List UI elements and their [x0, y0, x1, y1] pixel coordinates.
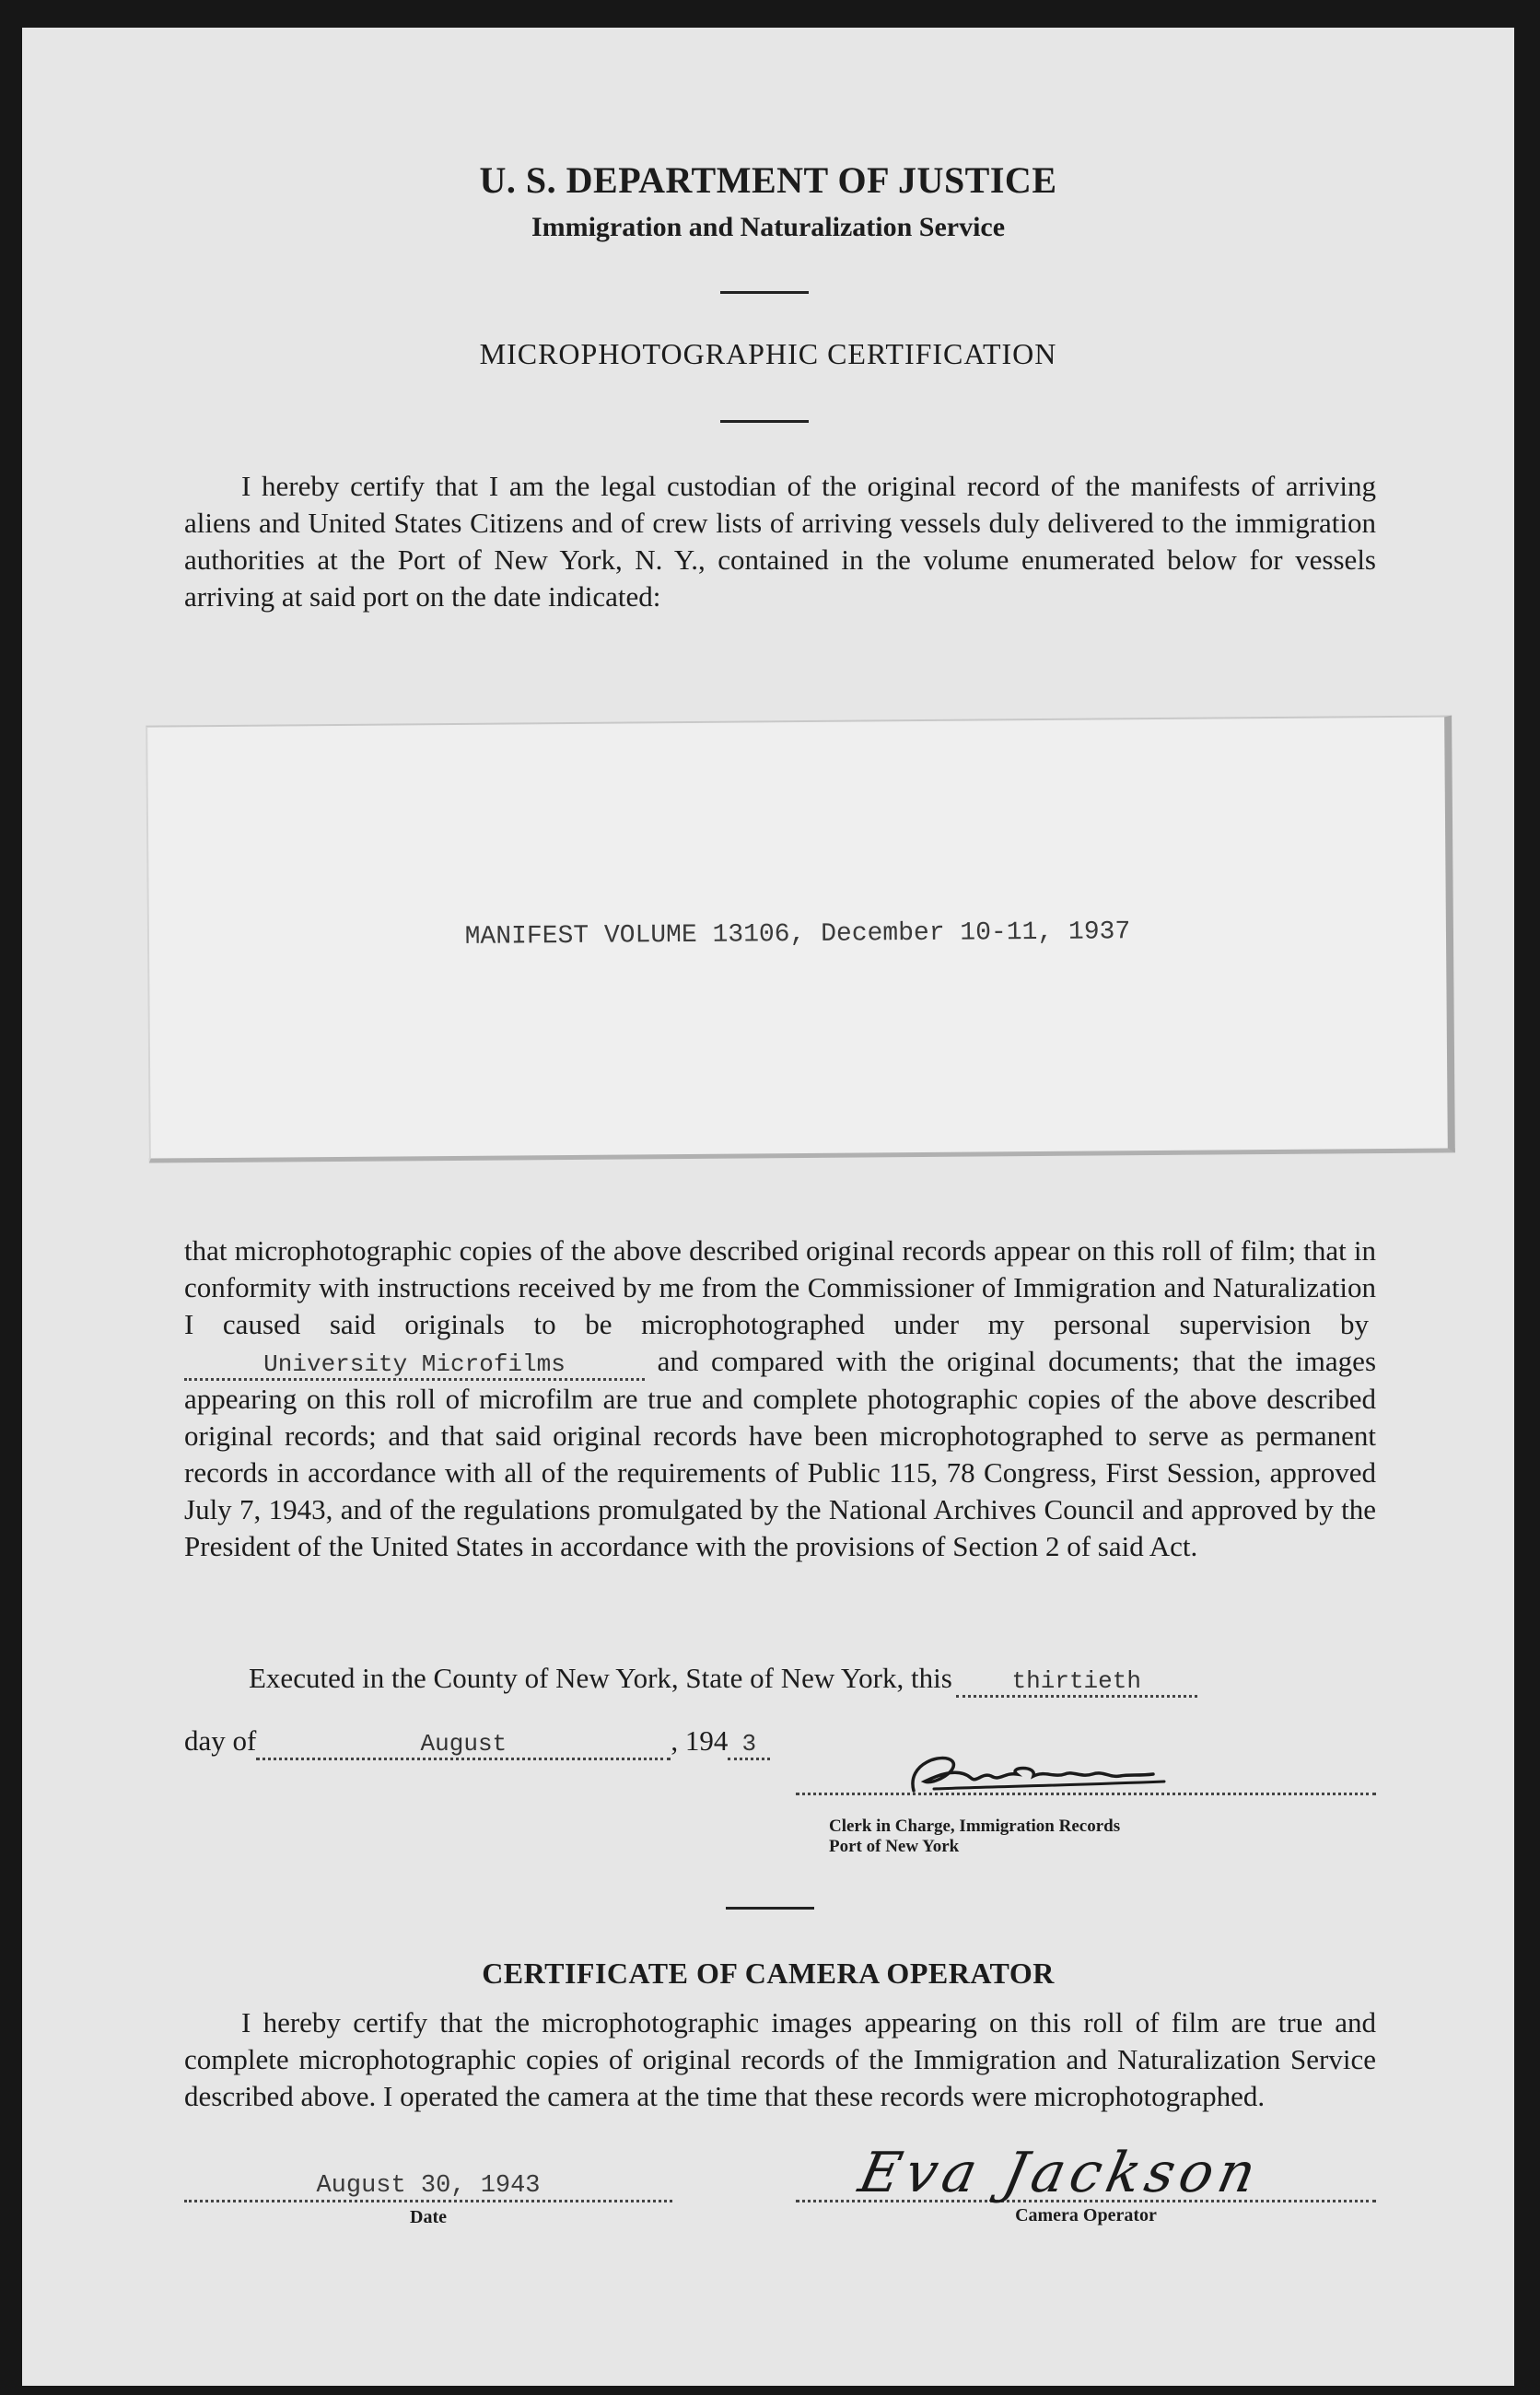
- date-value: August 30, 1943: [316, 2172, 541, 2200]
- intro-paragraph: [184, 468, 1376, 615]
- clerk-title-line1: Clerk in Charge, Immigration Records: [829, 1817, 1121, 1836]
- clerk-title: [829, 1817, 1289, 1857]
- clerk-signature-line: [796, 1793, 1376, 1795]
- date-field: [184, 2167, 672, 2202]
- divider-rule: [720, 291, 809, 294]
- intro-text: I hereby certify that I am the legal custodian of the original record of the manifests of arriving aliens and United States Citizens and of crew lists of arriving vessels duly delivered to the immigration authorities at the Port of New York, N. Y., contained in the volume enumerated below for vessels arriving at said port on the date indicated:: [184, 470, 1376, 613]
- service-subheading: Immigration and Naturalization Service: [531, 212, 1006, 242]
- certificate-page: [22, 28, 1514, 2386]
- date-label: Date: [410, 2207, 447, 2227]
- certification-text-part2: and compared with the original documents; that the images appearing on this roll of microfilm are true and complete photographic copies of the above described original records; and that said original records have been microphotographed to serve as permanent records in accordance with all of the requirements of Public 115, 78 Congress, First Session, approved July 7, 1943, and of the regulations promulgated by the National Archives Council and approved by the President of the United States in accordance with the provisions of Section 2 of said Act.: [184, 1345, 1377, 1562]
- operator-signature: Eva Jackson: [853, 2141, 1267, 2205]
- month-fill: August: [256, 1730, 671, 1760]
- divider-rule: [726, 1907, 814, 1910]
- day-of-label: day of: [184, 1724, 257, 1757]
- clerk-title-line2: Port of New York: [829, 1837, 960, 1856]
- year-fill: 3: [728, 1730, 770, 1760]
- camera-certificate-paragraph: [184, 2004, 1376, 2115]
- certification-paragraph: [184, 1233, 1376, 1565]
- execution-prefix: Executed in the County of New York, State of New York, this: [249, 1662, 952, 1694]
- day-fill: thirtieth: [956, 1667, 1197, 1698]
- document-title: MICROPHOTOGRAPHIC CERTIFICATION: [479, 337, 1057, 370]
- operator-signature-field: [796, 2141, 1376, 2205]
- record-slip: [146, 715, 1455, 1162]
- date-line: [184, 1723, 884, 1760]
- department-heading: U. S. DEPARTMENT OF JUSTICE: [479, 159, 1057, 201]
- camera-certificate-text: I hereby certify that the microphotographic images appearing on this roll of film are true and complete microphotographic copies of original records of the Immigration and Naturalization Service described above. I operated the camera at the time that these records were microphotographed.: [184, 2006, 1376, 2112]
- photographer-fill: University Microfilms: [184, 1350, 645, 1381]
- clerk-signature: [796, 1745, 1376, 1793]
- year-prefix: , 194: [671, 1724, 729, 1757]
- operator-label: Camera Operator: [1015, 2205, 1157, 2226]
- camera-certificate-title: CERTIFICATE OF CAMERA OPERATOR: [482, 1957, 1055, 1990]
- execution-line: [249, 1660, 1376, 1698]
- divider-rule: [720, 420, 809, 423]
- manifest-volume-text: MANIFEST VOLUME 13106, December 10-11, 1937: [464, 917, 1131, 952]
- certification-text-part1: that microphotographic copies of the above described original records appear on this roll of film; that in conformity with instructions received by me from the Commissioner of Immigration and Naturalization I caused said originals to be microphotographed under my personal supervision by: [184, 1234, 1376, 1340]
- clerk-signature-scrawl: [796, 1745, 1376, 1793]
